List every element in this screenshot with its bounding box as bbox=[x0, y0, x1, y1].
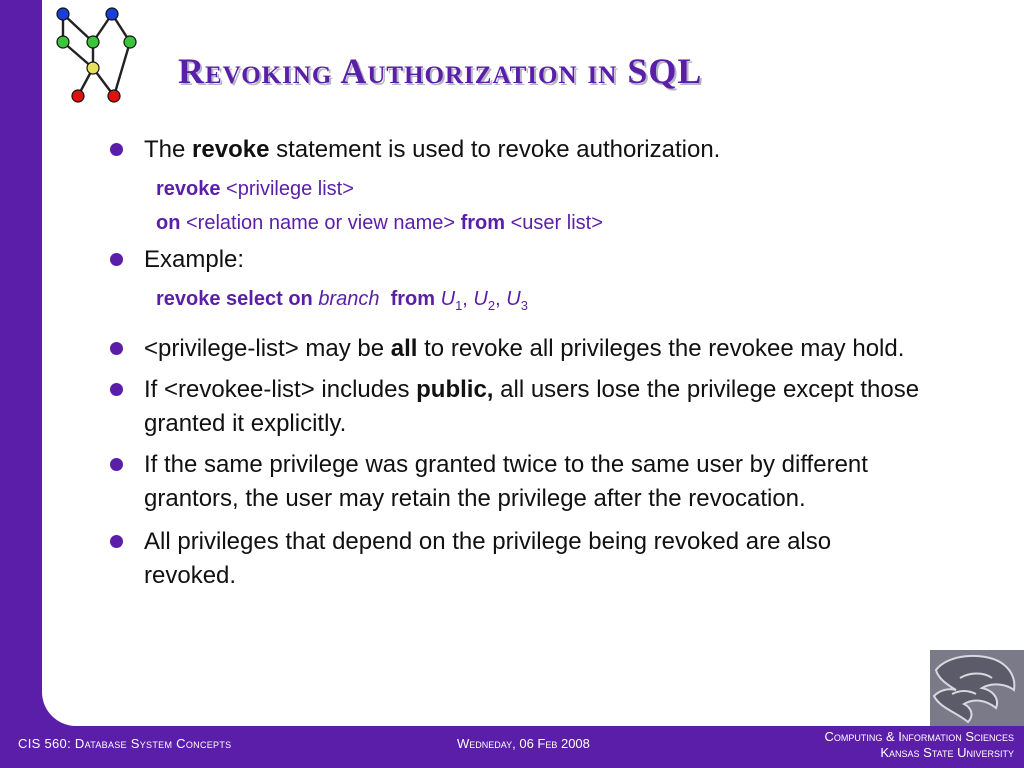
syntax-line-2: on <relation name or view name> from <user list> bbox=[156, 212, 603, 234]
slide-title: Revoking Authorization in SQL bbox=[178, 51, 703, 91]
footer-institution bbox=[824, 729, 1014, 761]
syntax-line-1: revoke <privilege list> bbox=[156, 178, 354, 200]
powercat-emblem bbox=[930, 650, 1024, 726]
slide-body bbox=[108, 133, 928, 593]
bullet-dot-icon bbox=[110, 458, 123, 471]
bullet-example: Example: bbox=[108, 243, 928, 277]
bullet-dependent-privileges: All privileges that depend on the privilege being revoked are also revoked. bbox=[108, 525, 928, 593]
graph-network-icon bbox=[50, 4, 140, 104]
bullet-granted-twice: If the same privilege was granted twice to the same user by different grantors, the user may retain the privilege after the revocation. bbox=[108, 448, 928, 516]
bullet-dot-icon bbox=[110, 535, 123, 548]
bullet-dot-icon bbox=[110, 253, 123, 266]
footer-date: Wedneday, 06 Feb 2008 bbox=[457, 736, 590, 751]
bullet-dot-icon bbox=[110, 342, 123, 355]
bullet-revoke-statement: The revoke statement is used to revoke authorization. bbox=[108, 133, 928, 167]
example-code: revoke select on branch from $U_1$, $U_2$, $U_3$ bbox=[156, 288, 528, 313]
bullet-dot-icon bbox=[110, 143, 123, 156]
bullet-dot-icon bbox=[110, 383, 123, 396]
footer-course: CIS 560: Database System Concepts bbox=[18, 736, 232, 751]
bullet-revokee-public: If <revokee-list> includes public, all users lose the privilege except those granted it explicitly. bbox=[108, 373, 928, 441]
bullet-privilege-list-all: <privilege-list> may be all to revoke all privileges the revokee may hold. bbox=[108, 332, 928, 366]
footer-department: Computing & Information Sciences bbox=[824, 729, 1014, 744]
footer-university: Kansas State University bbox=[880, 745, 1014, 760]
